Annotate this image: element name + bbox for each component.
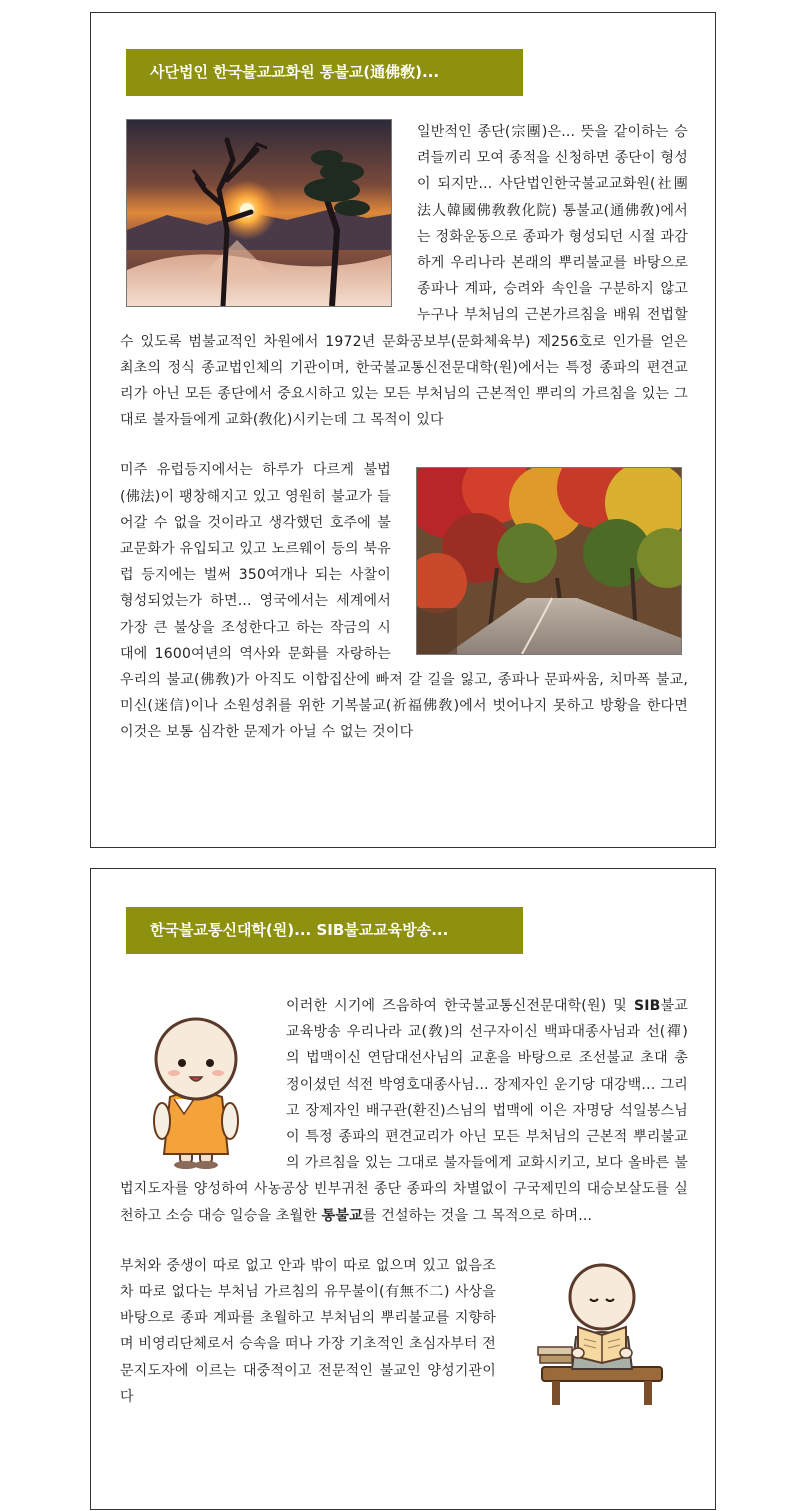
sib-text: SIB	[633, 998, 661, 1014]
child-monk-reading-illustration	[532, 1257, 672, 1407]
section-intro-paragraph-2	[120, 457, 688, 745]
section-intro-paragraph-2-text: 미주 유럽등지에서는 하루가 다르게 불법(佛法)이 팽창해지고 있고 영원히 불교가 들어갈 수 없을 것이라고 생각했던 호주에 불교문화가 유입되고 있고 노르웨이 등의 북유럽 등지에는 벌써 350여개나 되는 사찰이 형성되었는가 하면... 영국에서는 세계에서 가장 큰 불상을 조성한다고 하는 작금의 시대에 1600여년의 역사와 문화를 자랑하는 우리의 불교(佛敎)가 아직도 이합집산에 빠져 갈 길을 잃고, 종파나 문파싸움, 치마폭 불교, 미신(迷信)이나 소원성취를 위한 기복불교(祈福佛敎)에서 벗어나지 못하고 방황을 한다면 이것은 보통 심각한 문제가 아닐 수 없는 것이다	[120, 462, 688, 741]
autumn-forest-road-photo	[416, 467, 682, 655]
section-school-header	[126, 907, 523, 954]
section-school-paragraph-1-part-a: 이러한 시기에 즈음하여 한국불교통신전문대학(원) 및	[286, 998, 634, 1014]
section-school-paragraph-2: 부처와 중생이 따로 없고 안과 밖이 따로 없으며 있고 없음조차 따로 없다는 부처님 가르침의 유무불이(有無不二) 사상을 바탕으로 종파 계파를 초월하고 부처님의 뿌리불교를 지향하며 비영리단체로서 승속을 떠나 가장 기초적인 초심자부터 전문지도자에 이르는 대중적이고 전문적인 불교인 양성기관이다	[120, 1257, 496, 1405]
section-intro-title: 사단법인 한국불교교화원 통불교(通佛敎)...	[150, 63, 440, 81]
section-school-box	[90, 868, 716, 1510]
section-school-title: 한국불교통신대학(원)... SIB불교교육방송...	[150, 921, 449, 939]
section-intro-content	[120, 119, 688, 746]
section-intro-box	[90, 12, 716, 848]
sunset-mountain-photo	[126, 119, 392, 307]
section-intro-paragraph-1: 일반적인 종단(宗團)은... 뜻을 같이하는 승려들끼리 모여 종적을 신청하면 종단이 형성이 되지만... 사단법인한국불교교화원(社團法人韓國佛敎敎化院) 통불교(通佛敎)에서는 정화운동으로 종파가 형성되던 시절 과감하게 우리나라 본래의 뿌리불교를 바탕으로 종파나 계파, 승려와 속인을 구분하지 않고 누구나 부처님의 근본가르침을 배워 전법할 수 있도록 범불교적인 차원에서 1972년 문화공보부(문화체육부) 제256호로 인가를 얻은 최초의 정식 종교법인체의 기관이며, 한국불교통신전문대학(원)에서는 특정 종파의 편견교리가 아닌 모든 종단에서 중요시하고 있는 모든 부처님의 근본적인 뿌리의 가르침을 있는 그대로 불자들에게 교화(敎化)시키는데 그 목적이 있다	[120, 124, 688, 429]
section-school-paragraph-1-part-c: 를 건설하는 것을 그 목적으로 하며...	[362, 1207, 593, 1224]
section-intro-header	[126, 49, 523, 96]
child-monk-standing-illustration	[136, 1009, 256, 1169]
tongbulgyo-text: 통불교	[321, 1207, 363, 1224]
section-school-content	[120, 993, 688, 1413]
section-school-paragraph-1-part-b: 불교교육방송 우리나라 교(敎)의 선구자이신 백파대종사님과 선(禪)의 법맥이신 연담대선사님의 교훈을 바탕으로 조선불교 초대 총정이셨던 석전 박영호대종사님... 장제자인 운기당 대강백... 그리고 장제자인 배구관(환진)스님의 법맥에 이은 자명당 석일봉스님이 특정 종파의 편견교리가 아닌 모든 부처님의 근본적 뿌리불교의 가르침을 있는 그대로 불자들에게 교화시키고, 보다 올바른 불법지도자를 양성하여 사농공상 빈부귀천 종단 종파의 차별없이 구국제민의 대승보살도를 실천하고 소승 대승 일승을 초월한	[120, 998, 688, 1224]
